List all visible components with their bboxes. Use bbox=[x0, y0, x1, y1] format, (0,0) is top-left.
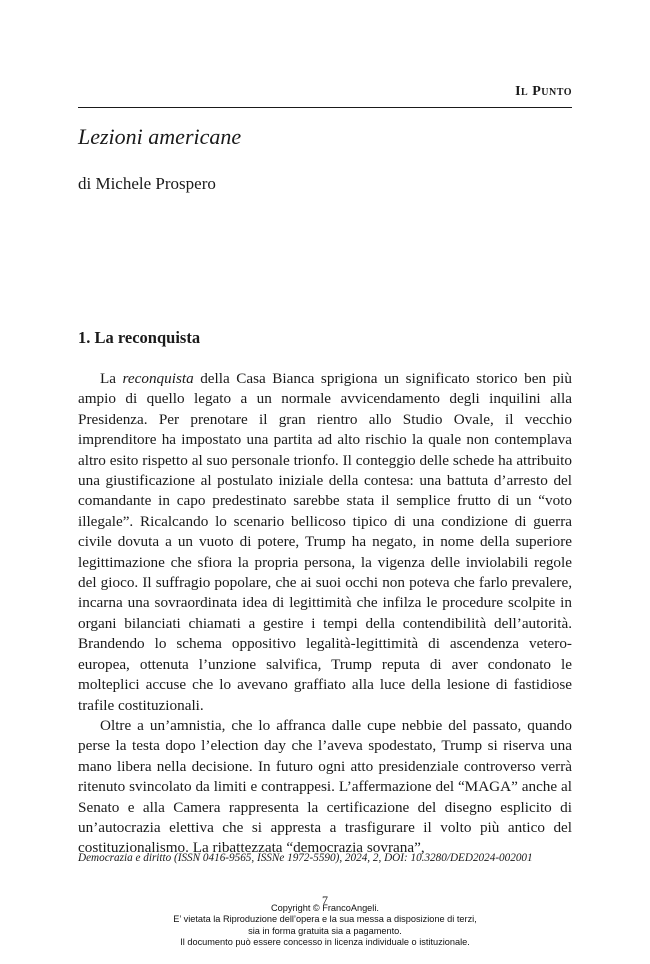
copyright-line: sia in forma gratuita sia a pagamento. bbox=[248, 925, 402, 936]
running-head-label: Il Punto bbox=[515, 84, 572, 99]
header-rule bbox=[78, 107, 572, 108]
running-head bbox=[78, 84, 572, 100]
section-heading: 1. La reconquista bbox=[78, 328, 201, 347]
article-title: Lezioni americane bbox=[78, 124, 242, 149]
copyright-notice bbox=[0, 903, 650, 949]
journal-citation: Democrazia e diritto (ISSN 0416-9565, ISSNe 1972-5590), 2024, 2, DOI: 10.3280/DED2024-002001 bbox=[78, 852, 533, 864]
paragraph-1 bbox=[78, 369, 572, 716]
paragraph-2: Oltre a un’amnistia, che lo affranca dalle cupe nebbie del passato, quando perse la testa dopo l’election day che l’aveva spodestato, Trump si riserva una mano libera nella decisione. In futuro ogni atto presidenziale controverso verrà ritenuto svincolato da limiti e contrappesi. L’affermazione del “MAGA” anche al Senato e alla Camera rappresenta la certificazione del disegno esplicito di un’autocrazia elettiva che si appresta a trasfigurare il volto più antico del costituzionalismo. La ribattezzata “democrazia sovrana”, bbox=[78, 716, 572, 857]
paragraph-1-rest: della Casa Bianca sprigiona un significato storico ben più ampio di quello legato a un normale avvicendamento degli inquilini alla Presidenza. Per prenotare il gran rientro allo Studio Ovale, il vecchio imprenditore ha impostato una partita ad alto rischio la quale non contemplava altro esito rispetto al suo personale trionfo. Il conteggio delle schede ha attribuito una giustificazione al postulato iniziale della contesa: una battuta d’arresto del comandante in capo predestinato sarebbe stata il semplice frutto di un “voto illegale”. Ricalcando lo scenario bellicoso tipico di una condizione di guerra civile dovuta a un vuoto di potere, Trump ha negato, in nome della superiore legittimazione che sfiora la propria persona, la vigenza delle inviolabili regole del gioco. Il suffragio popolare, che ai suoi occhi non poteva che farlo prevalere, incarna una sovraordinata idea di legittimità che infilza le procedure scolpite in organi bilanciati chiamati a gestire i tempi della contendibilità dell’autorità. Brandendo lo schema oppositivo legalità-legittimità di ascendenza vetero-europea, ottenuta l’unzione salvifica, Trump reputa di aver condonato le molteplici accuse che lo avevano graffiato alla luce della lesione di fastidiose trafile costituzionali. bbox=[78, 370, 572, 714]
copyright-line: Il documento può essere concesso in licenza individuale o istituzionale. bbox=[180, 937, 470, 948]
copyright-line: Copyright © FrancoAngeli. bbox=[271, 903, 379, 913]
article-author: di Michele Prospero bbox=[78, 174, 216, 193]
paragraph-1-start: La bbox=[100, 370, 123, 387]
page-number: 7 bbox=[322, 893, 328, 907]
body-text bbox=[78, 369, 572, 859]
copyright-line: E’ vietata la Riproduzione dell’opera e la sua messa a disposizione di terzi, bbox=[173, 914, 477, 925]
italic-term: reconquista bbox=[122, 370, 194, 387]
